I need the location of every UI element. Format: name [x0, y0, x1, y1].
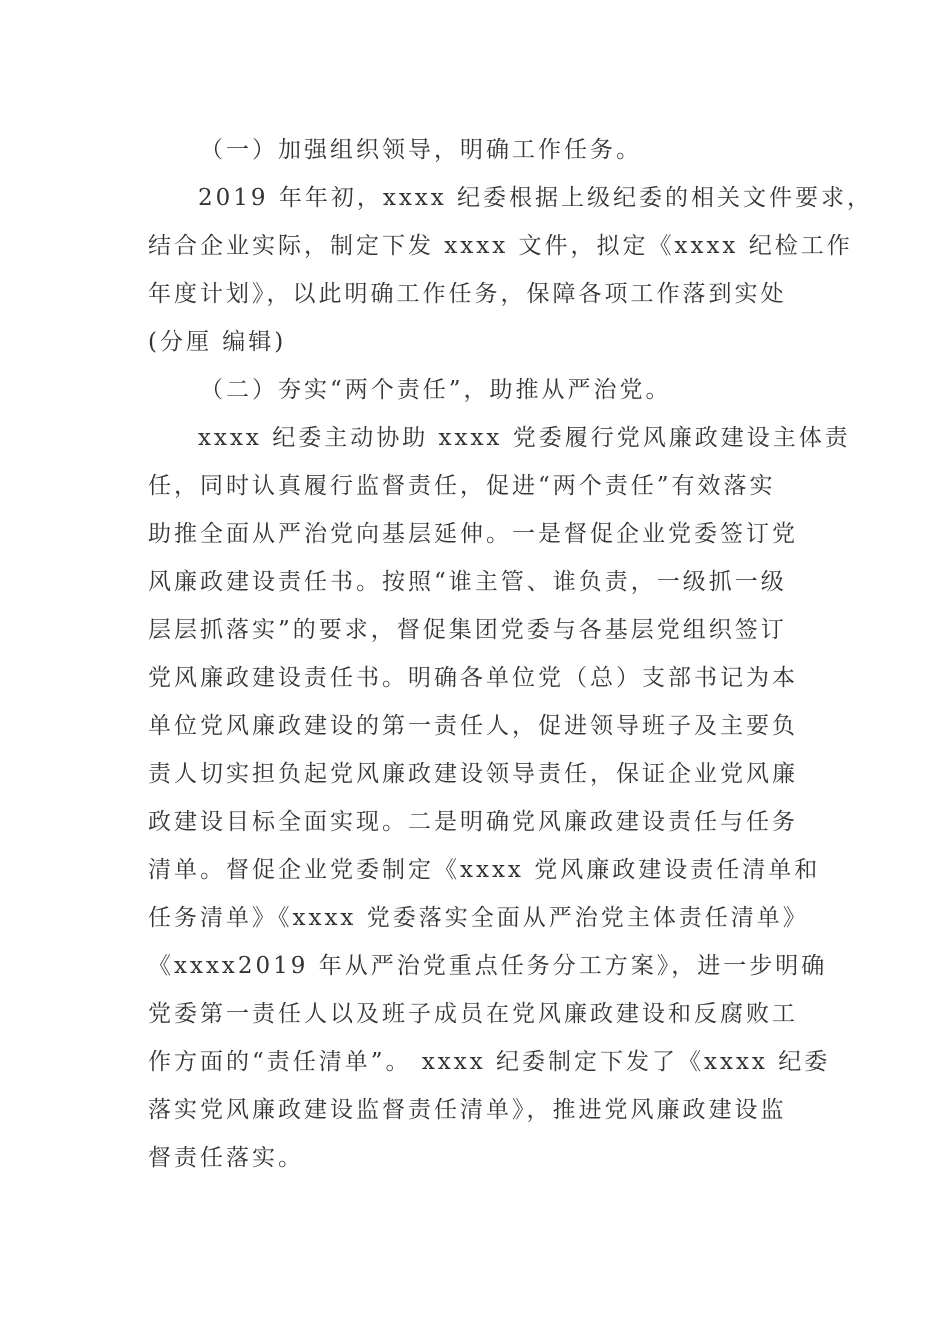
paragraph-2-line: xxxx 纪委主动协助 xxxx 党委履行党风廉政建设主体责: [198, 425, 851, 451]
paragraph-2-line: 单位党风廉政建设的第一责任人，促进领导班子及主要负: [148, 713, 798, 739]
paragraph-2-line: 落实党风廉政建设监督责任清单》，推进党风廉政建设监: [148, 1097, 787, 1123]
paragraph-2-line: 政建设目标全面实现。二是明确党风廉政建设责任与任务: [148, 809, 798, 835]
paragraph-2-line: 作方面的“责任清单”。 xxxx 纪委制定下发了《xxxx 纪委: [148, 1049, 831, 1075]
paragraph-1-line: (分厘 编辑): [148, 329, 287, 355]
paragraph-2-line: 党委第一责任人以及班子成员在党风廉政建设和反腐败工: [148, 1001, 798, 1027]
paragraph-2-line: 督责任落实。: [148, 1145, 304, 1171]
paragraph-2-line: 助推全面从严治党向基层延伸。一是督促企业党委签订党: [148, 521, 798, 547]
paragraph-2-line: 任务清单》《xxxx 党委落实全面从严治党主体责任清单》: [148, 905, 809, 931]
paragraph-1-line: 2019 年年初，xxxx 纪委根据上级纪委的相关文件要求，: [198, 185, 874, 211]
paragraph-2-line: 《xxxx2019 年从严治党重点任务分工方案》，进一步明确: [148, 953, 828, 979]
section-heading-2: （二）夯实“两个责任”，助推从严治党。: [200, 377, 672, 403]
paragraph-2-line: 党风廉政建设责任书。明确各单位党（总）支部书记为本: [148, 665, 798, 691]
paragraph-1-line: 年度计划》，以此明确工作任务，保障各项工作落到实处: [148, 281, 787, 307]
section-heading-1: （一）加强组织领导，明确工作任务。: [200, 137, 642, 163]
paragraph-2-line: 层层抓落实”的要求，督促集团党委与各基层党组织签订: [148, 617, 787, 643]
paragraph-1-line: 结合企业实际，制定下发 xxxx 文件，拟定《xxxx 纪检工作: [148, 233, 853, 259]
paragraph-2-line: 任，同时认真履行监督责任，促进“两个责任”有效落实: [148, 473, 776, 499]
document-body: [148, 126, 874, 1182]
paragraph-2-line: 风廉政建设责任书。按照“谁主管、谁负责，一级抓一级: [148, 569, 787, 595]
paragraph-2-line: 清单。督促企业党委制定《xxxx 党风廉政建设责任清单和: [148, 857, 821, 883]
paragraph-2-line: 责人切实担负起党风廉政建设领导责任，保证企业党风廉: [148, 761, 798, 787]
